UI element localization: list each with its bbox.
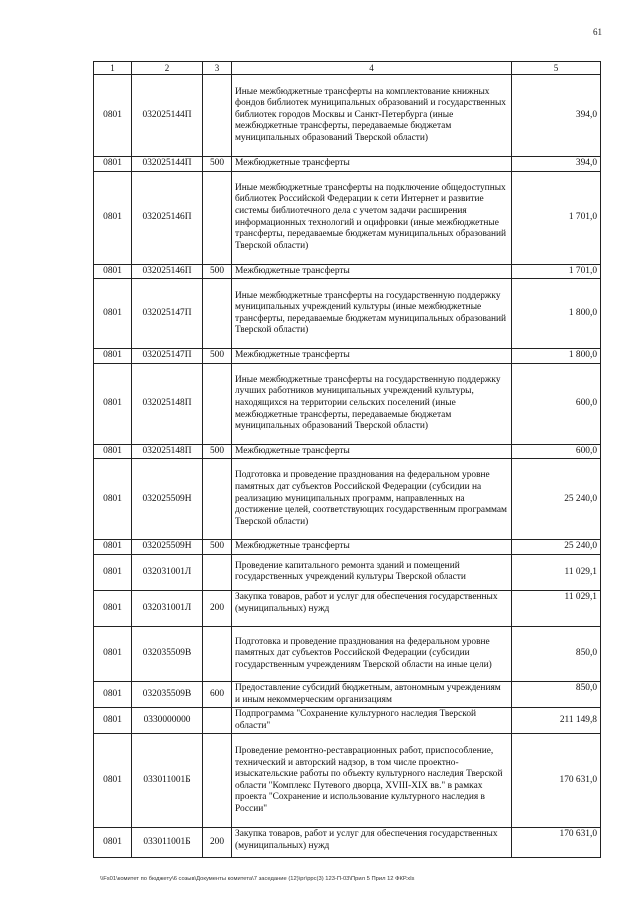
description-cell: Межбюджетные трансферты [232, 540, 512, 555]
table-row [94, 349, 601, 364]
table-row [94, 279, 601, 349]
table-header-row [94, 62, 601, 75]
amount-cell: 1 701,0 [512, 171, 601, 264]
table-row [94, 363, 601, 444]
description-cell: Проведение капитального ремонта зданий и помещений государственных учреждений культуры Тверской области [232, 554, 512, 590]
section-cell: 0801 [94, 279, 132, 349]
table-row [94, 75, 601, 157]
description-cell: Иные межбюджетные трансферты на комплектование книжных фондов библиотек муниципальных образований и государственных библиотек городов Москвы и Санкт-Петербурга (иные межбюджетные трансферты, передаваемые бюджетам муниципальных образований Тверской области) [232, 75, 512, 157]
description-cell: Межбюджетные трансферты [232, 157, 512, 172]
table-row [94, 264, 601, 279]
table-row [94, 157, 601, 172]
code-cell: 032025146П [132, 264, 203, 279]
amount-cell: 170 631,0 [512, 734, 601, 828]
code-cell: 032035509В [132, 626, 203, 681]
expense-type-cell: 500 [203, 444, 232, 459]
section-cell: 0801 [94, 734, 132, 828]
description-cell: Иные межбюджетные трансферты на государственную поддержку лучших работников муниципальных учреждений культуры, находящихся на территории сельских поселений (иные межбюджетные трансферты, передаваемые бюджетам муниципальных образований Тверской области) [232, 363, 512, 444]
budget-table [93, 61, 601, 858]
section-cell: 0801 [94, 626, 132, 681]
code-cell: 033011001Б [132, 734, 203, 828]
table-row [94, 554, 601, 590]
expense-type-cell [203, 279, 232, 349]
section-cell: 0801 [94, 444, 132, 459]
amount-cell: 211 149,8 [512, 708, 601, 734]
expense-type-cell: 200 [203, 828, 232, 858]
description-cell: Закупка товаров, работ и услуг для обеспечения государственных (муниципальных) нужд [232, 828, 512, 858]
expense-type-cell: 500 [203, 157, 232, 172]
amount-cell: 25 240,0 [512, 459, 601, 540]
code-cell: 032025509Н [132, 459, 203, 540]
expense-type-cell [203, 708, 232, 734]
amount-cell: 1 701,0 [512, 264, 601, 279]
amount-cell: 11 029,1 [512, 554, 601, 590]
section-cell: 0801 [94, 590, 132, 626]
expense-type-cell: 500 [203, 540, 232, 555]
code-cell: 032025144П [132, 157, 203, 172]
code-cell: 032031001Л [132, 554, 203, 590]
expense-type-cell: 600 [203, 681, 232, 707]
code-cell: 032031001Л [132, 590, 203, 626]
amount-cell: 25 240,0 [512, 540, 601, 555]
code-cell: 032025147П [132, 279, 203, 349]
table-row [94, 681, 601, 707]
table-body [94, 75, 601, 858]
expense-type-cell [203, 626, 232, 681]
description-cell: Межбюджетные трансферты [232, 349, 512, 364]
col-header-4: 4 [232, 62, 512, 75]
description-cell: Межбюджетные трансферты [232, 444, 512, 459]
expense-type-cell: 500 [203, 264, 232, 279]
section-cell: 0801 [94, 349, 132, 364]
expense-type-cell [203, 171, 232, 264]
amount-cell: 11 029,1 [512, 590, 601, 626]
expense-type-cell [203, 459, 232, 540]
amount-cell: 600,0 [512, 444, 601, 459]
section-cell: 0801 [94, 708, 132, 734]
code-cell: 032025144П [132, 75, 203, 157]
amount-cell: 1 800,0 [512, 349, 601, 364]
code-cell: 032025509Н [132, 540, 203, 555]
code-cell: 032025148П [132, 444, 203, 459]
expense-type-cell: 200 [203, 590, 232, 626]
file-path-footer: \\Fs01\комитет по бюджету\6 созыв\Документы комитета\7 заседание (12)\рг\ррс(3) 123-П-03\Прил 5 Прил 12 ФКР.xls [100, 876, 415, 882]
code-cell: 032025147П [132, 349, 203, 364]
table-row [94, 828, 601, 858]
section-cell: 0801 [94, 157, 132, 172]
amount-cell: 170 631,0 [512, 828, 601, 858]
section-cell: 0801 [94, 75, 132, 157]
section-cell: 0801 [94, 171, 132, 264]
col-header-3: 3 [203, 62, 232, 75]
section-cell: 0801 [94, 554, 132, 590]
description-cell: Проведение ремонтно-реставрационных работ, приспособление, технический и авторский надзор, в том числе проектно-изыскательские работы по объекту культурного наследия Тверской области "Комплекс Путевого дворца, XVIII-XIX вв." в рамках проекта "Сохранение и использование культурного наследия в России" [232, 734, 512, 828]
table-row [94, 444, 601, 459]
page-number: 61 [593, 27, 602, 37]
amount-cell: 394,0 [512, 75, 601, 157]
amount-cell: 394,0 [512, 157, 601, 172]
section-cell: 0801 [94, 363, 132, 444]
description-cell: Подпрограмма "Сохранение культурного наследия Тверской области" [232, 708, 512, 734]
code-cell: 0330000000 [132, 708, 203, 734]
amount-cell: 850,0 [512, 681, 601, 707]
section-cell: 0801 [94, 828, 132, 858]
section-cell: 0801 [94, 540, 132, 555]
description-cell: Подготовка и проведение празднования на федеральном уровне памятных дат субъектов Российской Федерации (субсидии на реализацию муниципальных программ, направленных на достижение целей, соответствующих государственным программам Тверской области) [232, 459, 512, 540]
description-cell: Иные межбюджетные трансферты на государственную поддержку муниципальных учреждений культуры (иные межбюджетные трансферты, передаваемые бюджетам муниципальных образований Тверской области) [232, 279, 512, 349]
code-cell: 032025146П [132, 171, 203, 264]
table-row [94, 590, 601, 626]
section-cell: 0801 [94, 681, 132, 707]
col-header-2: 2 [132, 62, 203, 75]
section-cell: 0801 [94, 264, 132, 279]
amount-cell: 1 800,0 [512, 279, 601, 349]
table-row [94, 734, 601, 828]
description-cell: Иные межбюджетные трансферты на подключение общедоступных библиотек Российской Федерации к сети Интернет и развитие системы библиотечного дела с учетом задачи расширения информационных технологий и оцифровки (иные межбюджетные трансферты, передаваемые бюджетам муниципальных образований Тверской области) [232, 171, 512, 264]
description-cell: Подготовка и проведение празднования на федеральном уровне памятных дат субъектов Российской Федерации (субсидии государственным учреждениям Тверской области на иные цели) [232, 626, 512, 681]
code-cell: 033011001Б [132, 828, 203, 858]
table-row [94, 459, 601, 540]
table-row [94, 540, 601, 555]
col-header-5: 5 [512, 62, 601, 75]
expense-type-cell [203, 554, 232, 590]
description-cell: Межбюджетные трансферты [232, 264, 512, 279]
col-header-1: 1 [94, 62, 132, 75]
expense-type-cell [203, 363, 232, 444]
expense-type-cell [203, 75, 232, 157]
table-row [94, 171, 601, 264]
expense-type-cell [203, 734, 232, 828]
table-row [94, 708, 601, 734]
amount-cell: 600,0 [512, 363, 601, 444]
code-cell: 032025148П [132, 363, 203, 444]
code-cell: 032035509В [132, 681, 203, 707]
description-cell: Предоставление субсидий бюджетным, автономным учреждениям и иным некоммерческим организациям [232, 681, 512, 707]
amount-cell: 850,0 [512, 626, 601, 681]
section-cell: 0801 [94, 459, 132, 540]
description-cell: Закупка товаров, работ и услуг для обеспечения государственных (муниципальных) нужд [232, 590, 512, 626]
expense-type-cell: 500 [203, 349, 232, 364]
table-row [94, 626, 601, 681]
